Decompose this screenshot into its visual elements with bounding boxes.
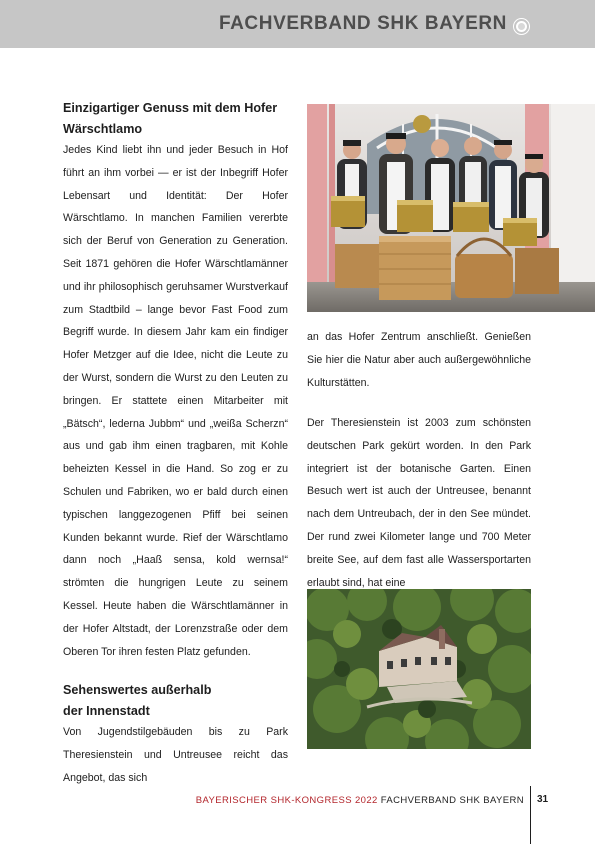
page-number: 31 <box>537 794 549 805</box>
header-circle-icon <box>514 19 529 34</box>
photo-wurstmaenner <box>307 104 595 312</box>
paragraph-theresienstein: Der Theresienstein ist 2003 zum schönsten deutschen Park gekürt worden. In den Park integriert ist der botanische Garten. Einen Besuch wert ist auch der Untreusee, benannt nach dem Untreubach, der in den See mündet. Der rund zwei Kilometer lange und 700 Meter breite See, auf dem fast alle Wassersportarten erlaubt sind, hat eine <box>307 417 531 589</box>
paragraph-zentrum: an das Hofer Zentrum anschließt. Genießen Sie hier die Natur aber auch außergewöhnliche Kulturstätten. <box>307 331 531 389</box>
header-title: FACHVERBAND SHK BAYERN <box>218 13 507 34</box>
left-column <box>63 98 288 790</box>
heading-wurstmann: Einzigartiger Genuss mit dem Hofer Wärschtlamo <box>63 101 278 136</box>
right-column-top <box>307 326 531 394</box>
photo-wurstmaenner-image <box>307 104 595 312</box>
right-column-middle <box>307 412 531 594</box>
heading-sehenswertes <box>63 680 288 721</box>
footer-event: BAYERISCHER SHK-KONGRESS 2022 <box>195 795 378 806</box>
paragraph-sehenswertes: Von Jugendstilgebäuden bis zu Park Theresienstein und Untreusee reicht das Angebot, das sich <box>63 726 288 784</box>
photo-theresienstein <box>307 589 531 749</box>
header-bar <box>0 0 595 48</box>
heading-sehenswertes-line-1: Sehenswertes außerhalb <box>63 683 212 698</box>
paragraph-wurstmann: Jedes Kind liebt ihn und jeder Besuch in Hof führt an ihm vorbei — er ist der Inbegriff Hofer Lebensart und Identität: Der Hofer Wärschtlamo. In manchen Familien vererbte sich der Beruf von Generation zu Generation. Seit 1871 gehören die Hofer Wärschtlamänner und ihr philosophisch geruhsamer Wurstverkauf zum Stadtbild – lange bevor Fast Food zum Begriff wurde. In diesem Jahr kam ein findiger Hofer Metzger auf die Idee, nicht die Leute zu der Wurst, sondern die Wurst zu den Leuten zu bringen. Er stattete einen Mitarbeiter mit „Bätsch“, lederna Jubbm“ und „weißa Scherzn“ aus und gab ihm einen tragbaren, mit Kohle beheizten Kessel in die Hand. So zog er zu Schulen und Fabriken, wo er bald durch einen typischen langgezogenen Pfiff bei seinen Kunden bekannt wurde. Rief der Wärschtlamo dann noch „Haaß sensa, kold wernsa!“ strömten die hungrigen Leute zu seinem Kessel. Heute haben die Wärschtlamänner in der Hofer Altstadt, der Lorenzstraße oder dem Oberen Tor ihren festen Platz gefunden. <box>63 144 288 658</box>
heading-sehenswertes-line-2: der Innenstadt <box>63 703 150 718</box>
footer-text <box>196 795 524 806</box>
photo-theresienstein-image <box>307 589 531 749</box>
footer-divider <box>530 786 531 844</box>
footer-org: FACHVERBAND SHK BAYERN <box>380 795 524 806</box>
